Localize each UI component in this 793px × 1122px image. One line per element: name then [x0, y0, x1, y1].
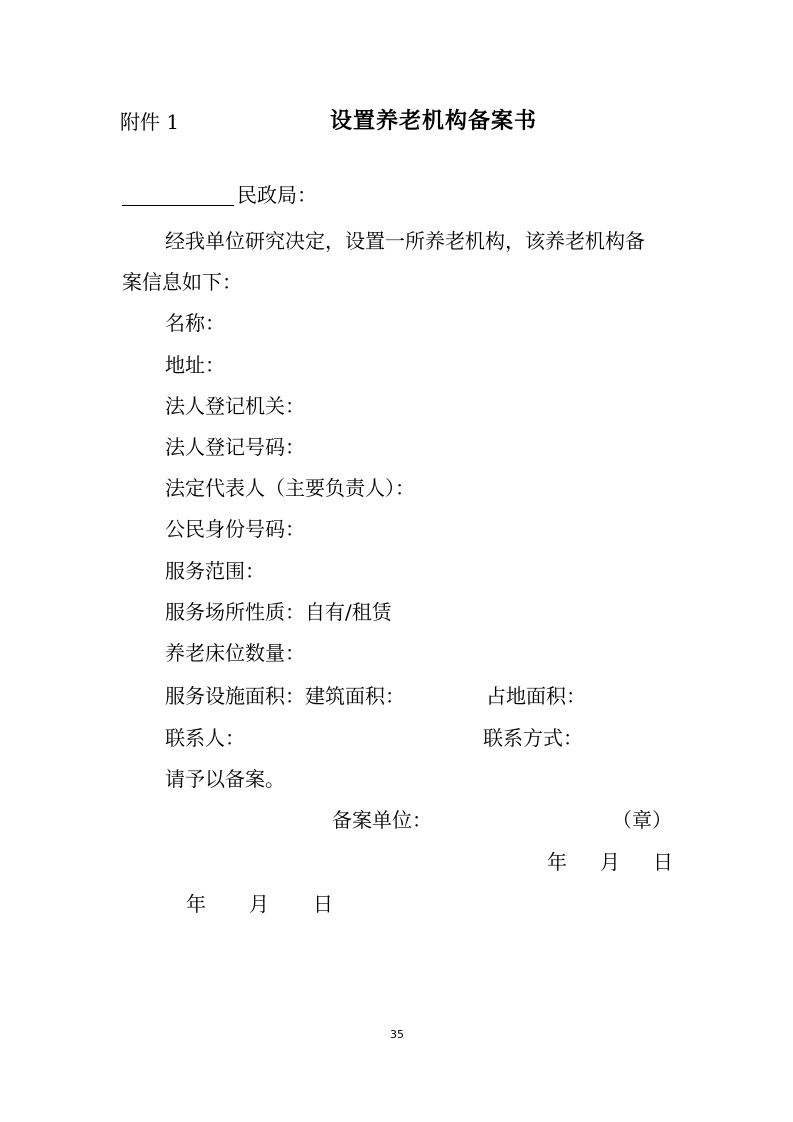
field-land-area: 占地面积：	[486, 684, 586, 708]
field-contact-method: 联系方式：	[483, 726, 583, 750]
date-line-top	[0, 850, 793, 874]
field-reg-authority: 法人登记机关：	[165, 394, 305, 418]
seal-label: （章）	[612, 808, 672, 832]
field-bed-count: 养老床位数量：	[165, 641, 305, 665]
date-top-year: 年	[547, 850, 567, 874]
field-id-number: 公民身份号码：	[165, 517, 305, 541]
date-top-month: 月	[600, 850, 620, 874]
addressee-blank-line	[122, 205, 234, 206]
date-top-day: 日	[653, 850, 673, 874]
addressee-bureau: 民政局：	[237, 183, 317, 207]
intro-line-2: 案信息如下：	[122, 270, 242, 294]
field-service-scope: 服务范围：	[165, 559, 265, 583]
field-facility-area: 服务设施面积：建筑面积：	[165, 684, 405, 708]
annex-label: 附件 1	[120, 110, 180, 134]
field-reg-number: 法人登记号码：	[165, 435, 305, 459]
field-address: 地址：	[165, 353, 225, 377]
field-premises-nature: 服务场所性质：自有/租赁	[165, 600, 392, 624]
field-name: 名称：	[165, 311, 225, 335]
date-bottom-month: 月	[249, 892, 269, 916]
document-title: 设置养老机构备案书	[330, 109, 538, 134]
date-line-bottom	[0, 892, 793, 916]
filing-unit-label: 备案单位：	[332, 808, 432, 832]
intro-line-1: 经我单位研究决定，设置一所养老机构，该养老机构备	[165, 229, 645, 253]
date-bottom-year: 年	[186, 892, 206, 916]
page-number: 35	[390, 1028, 404, 1041]
field-contact-person: 联系人：	[165, 726, 245, 750]
field-legal-rep: 法定代表人（主要负责人）：	[165, 476, 415, 500]
date-bottom-day: 日	[313, 892, 333, 916]
closing-request: 请予以备案。	[165, 767, 285, 791]
